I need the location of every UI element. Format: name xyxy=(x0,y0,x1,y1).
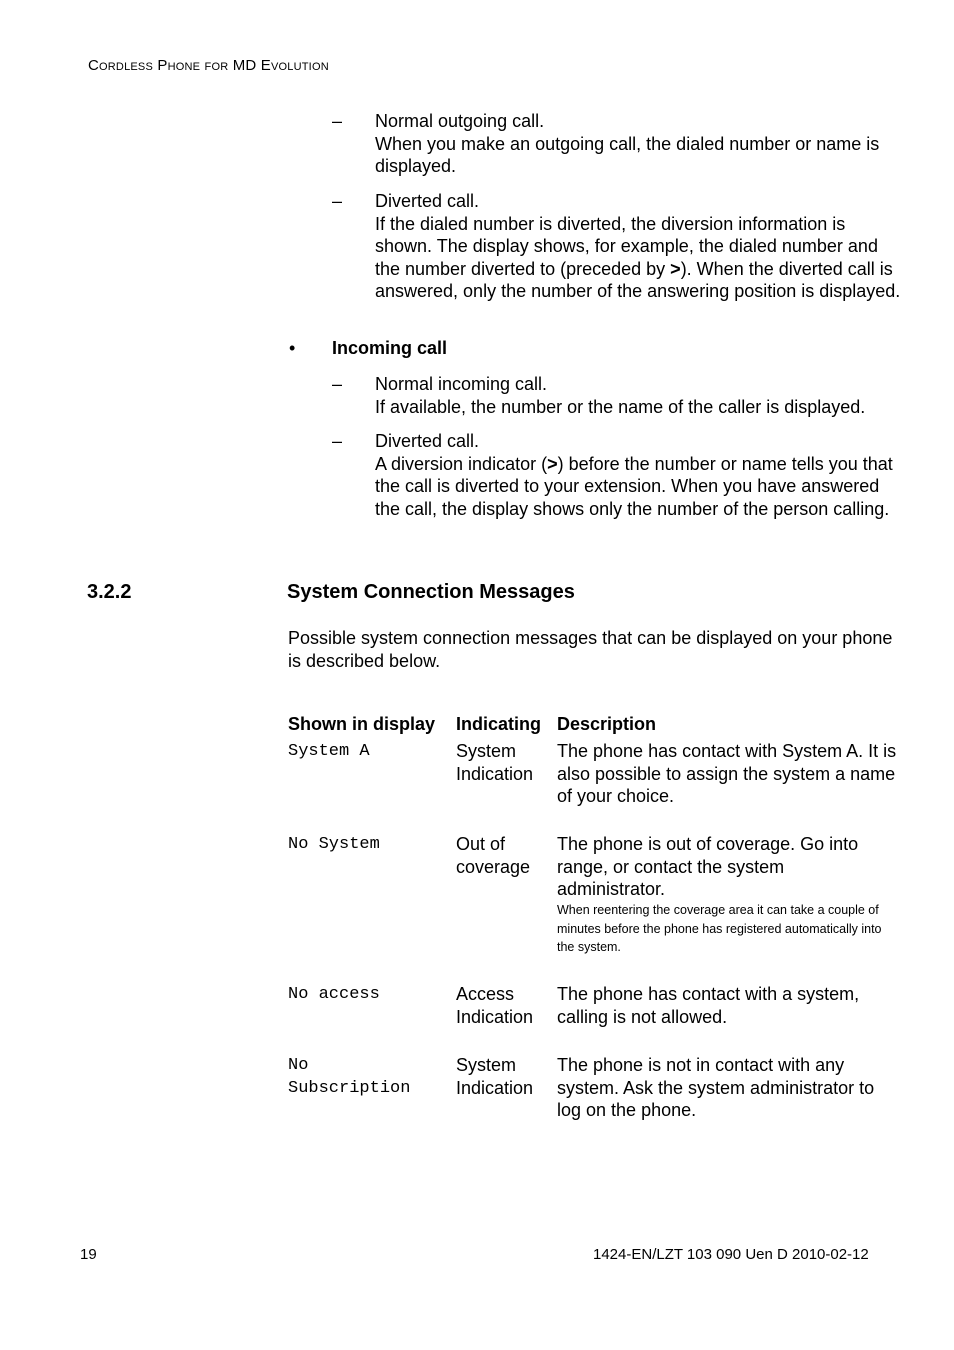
dash-marker: – xyxy=(332,431,343,451)
table-cell-display: No Subscription xyxy=(288,1056,411,1098)
table-cell-description: The phone has contact with System A. It is also possible to assign the system a name of your choice. xyxy=(557,741,897,806)
section-title: System Connection Messages xyxy=(287,581,575,603)
section-intro: Possible system connection messages that can be displayed on your phone is described below. xyxy=(288,628,893,671)
text-after: ). When the diverted call is answered, only the number of the answering position is displayed. xyxy=(375,258,901,301)
diversion-symbol: > xyxy=(547,453,558,474)
running-header: Cordless Phone for MD Evolution xyxy=(88,57,329,74)
item-text xyxy=(375,213,905,303)
text-before: A diversion indicator ( xyxy=(375,453,548,474)
column-header-indicating: Indicating xyxy=(456,714,541,734)
text-after: ) before the number or name tells you that the call is diverted to your extension. When you have answered the call, the display shows only the number of the person calling. xyxy=(375,453,893,519)
table-cell-description: The phone is out of coverage. Go into range, or contact the system administrator. xyxy=(557,834,859,899)
table-cell-indicating: System Indication xyxy=(456,1055,534,1098)
column-header-description: Description xyxy=(557,714,657,734)
item-text: When you make an outgoing call, the dialed number or name is displayed. xyxy=(375,133,880,176)
item-title: Normal outgoing call. xyxy=(375,111,545,131)
dash-marker: – xyxy=(332,111,343,131)
incoming-call-label: Incoming call xyxy=(332,338,448,358)
table-cell-indicating: Out of coverage xyxy=(456,834,531,877)
list-item-normal-incoming xyxy=(375,373,905,418)
text-before: If the dialed number is diverted, the diversion information is shown. The display shows, for example, the dialed number and the number diverted to (preceded by xyxy=(375,213,878,279)
item-title: Normal incoming call. xyxy=(375,374,548,394)
table-cell-description: The phone is not in contact with any system. Ask the system administrator to log on the phone. xyxy=(557,1055,875,1120)
table-cell-display: System A xyxy=(288,742,370,761)
document-id: 1424-EN/LZT 103 090 Uen D 2010-02-12 xyxy=(593,1246,869,1263)
table-cell-indicating: Access Indication xyxy=(456,984,534,1027)
item-title: Diverted call. xyxy=(375,431,480,451)
item-text: If available, the number or the name of the caller is displayed. xyxy=(375,396,866,417)
table-cell-description: The phone has contact with a system, calling is not allowed. xyxy=(557,984,860,1027)
section-number: 3.2.2 xyxy=(87,581,132,603)
column-header-shown-in-display: Shown in display xyxy=(288,714,436,734)
table-cell-display: No System xyxy=(288,835,380,854)
item-text xyxy=(375,453,897,521)
list-item-normal-outgoing xyxy=(375,110,905,178)
page-number: 19 xyxy=(80,1246,97,1263)
bullet-marker: • xyxy=(289,338,296,358)
list-item-diverted-outgoing xyxy=(375,190,905,303)
dash-marker: – xyxy=(332,374,343,394)
dash-marker: – xyxy=(332,191,343,211)
item-title: Diverted call. xyxy=(375,191,480,211)
table-cell-indicating: System Indication xyxy=(456,741,534,784)
table-cell-display: No access xyxy=(288,985,380,1004)
list-item-diverted-incoming xyxy=(375,430,897,520)
diversion-symbol: > xyxy=(670,258,681,279)
table-cell-note: When reentering the coverage area it can take a couple of minutes before the phone has registered automatically into the system. xyxy=(557,903,882,954)
